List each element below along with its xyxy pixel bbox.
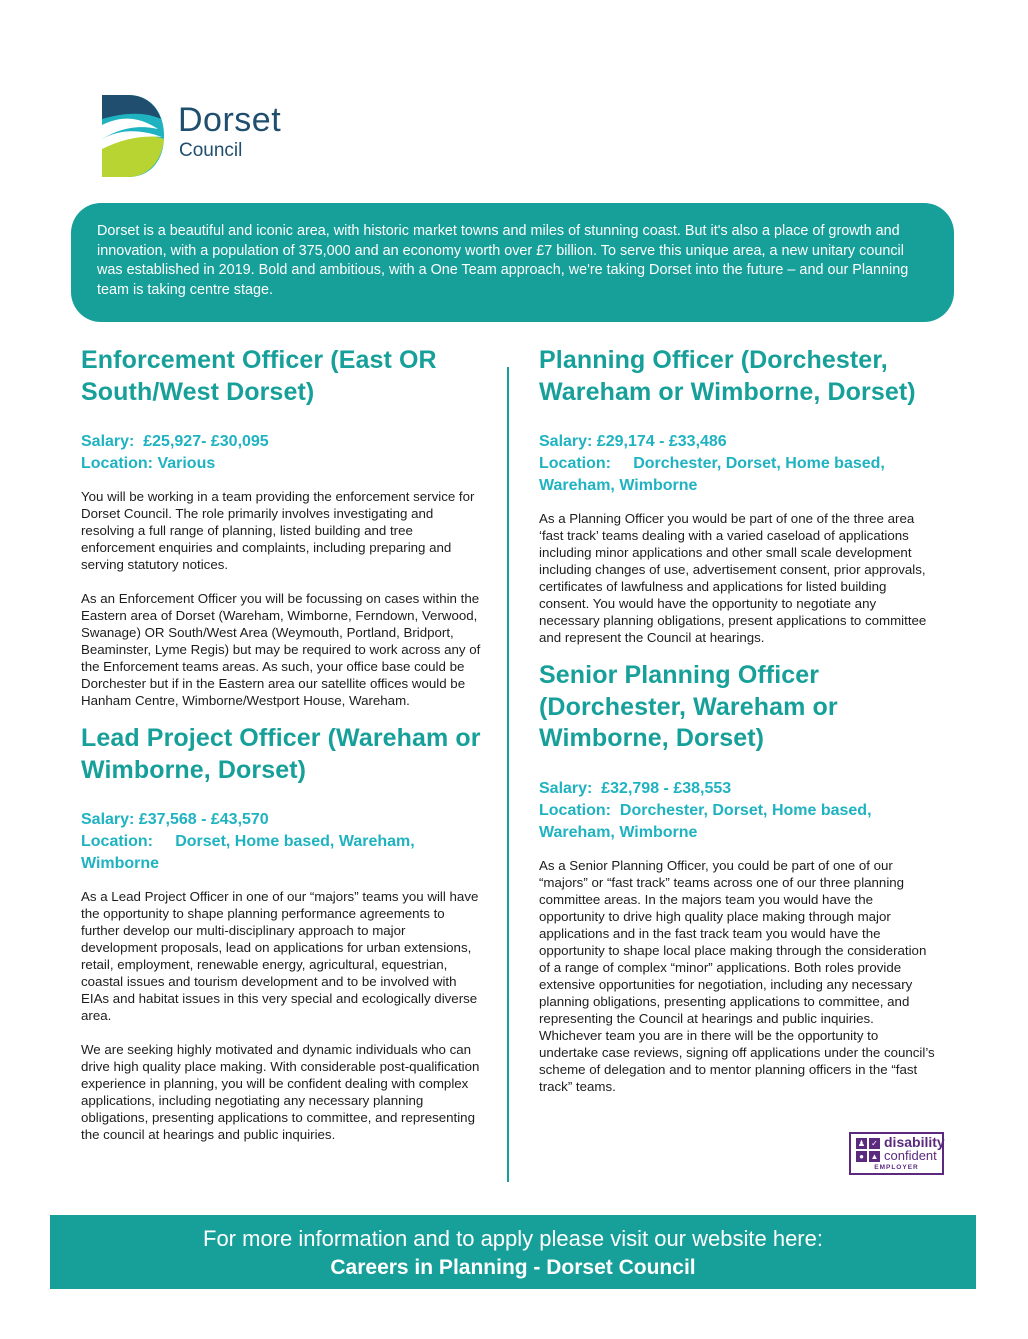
right-column [539, 345, 939, 1095]
job-location: Location: Dorchester, Dorset, Home based, Wareham, Wimborne [539, 455, 890, 494]
disability-confident-badge [849, 1132, 944, 1175]
job-description: As an Enforcement Officer you will be focussing on cases within the Eastern area of Dorset (Wareham, Wimborne, Ferndown, Verwood, Swanage) OR South/West Area (Weymouth, Portland, Bridport, Beaminster, Lyme Regis) but may be required to work across any of the Enforcement teams areas. As such, your office base could be Dorchester but if in the Eastern area our satellite offices would be Hanham Centre, Wimborne/Westport House, Wareham. [81, 591, 481, 708]
logo-sub: Council [179, 140, 243, 161]
job-salary: Salary: £37,568 - £43,570 [81, 811, 269, 828]
job-title: Planning Officer (Dorchester, Wareham or Wimborne, Dorset) [539, 346, 916, 406]
job-senior-planning-officer [539, 660, 939, 1095]
job-description: As a Lead Project Officer in one of our “majors” teams you will have the opportunity to shape planning performance agreements to further develop our multi-disciplinary approach to major development proposals, lead on applications for urban extensions, retail, employment, renewable energy, agricultural, equestrian, coastal issues and tourism development and to be involved with EIAs and habitat issues in this very special and ecologically diverse area. [81, 889, 479, 1023]
job-meta [81, 809, 481, 875]
job-title: Enforcement Officer (East OR South/West Dorset) [81, 346, 437, 406]
careers-link[interactable]: Careers in Planning - Dorset Council [330, 1256, 696, 1279]
dorset-council-logo [100, 95, 300, 180]
job-location: Location: Dorchester, Dorset, Home based, Wareham, Wimborne [539, 801, 876, 841]
column-divider [507, 367, 509, 1182]
job-location: Location: Various [81, 455, 216, 472]
job-salary: Salary: £32,798 - £38,553 [539, 779, 732, 797]
badge-line-3: EMPLOYER [874, 1164, 919, 1171]
job-lead-project-officer [81, 723, 481, 1143]
dorset-council-logo-icon [100, 95, 164, 177]
badge-line-2: confident [884, 1148, 937, 1163]
job-meta [539, 778, 939, 844]
job-meta [81, 431, 481, 475]
job-description: As a Senior Planning Officer, you could be part of one of our “majors” or “fast track” teams across one of our three planning committee areas. In the majors team you would have the opportunity to drive high quality place making through major applications and in the fast track team you would have the opportunity to shape local place making through the consideration of a range of complex “minor” applications. Both roles provide extensive opportunities for negotiation, including any necessary planning obligations, presenting applications to committee, and representing the Council at hearings and public inquiries. Whichever team you are in there will be the opportunity to undertake case reviews, signing off applications under the council’s scheme of delegation and to mentor planning officers in the “fast track” teams. [539, 857, 935, 1094]
job-title: Lead Project Officer (Wareham or Wimborne, Dorset) [81, 724, 481, 784]
disability-confident-icon: ♟ ✓ ● ▲ [857, 1139, 879, 1161]
job-location: Location: Dorset, Home based, Wareham, Wimborne [81, 833, 420, 872]
footer-text: For more information and to apply please visit our website here: [203, 1226, 823, 1251]
job-salary: Salary: £29,174 - £33,486 [539, 433, 727, 450]
job-salary: Salary: £25,927- £30,095 [81, 433, 269, 450]
job-description: As a Planning Officer you would be part of one of the three area ‘fast track’ teams dealing with a varied caseload of applications including minor applications and other small scale development including changes of use, advertisement consent, prior approvals, certificates of lawfulness and applications for listed building consent. You would have the opportunity to negotiate any necessary planning obligations, present applications to committee and represent the Council at hearings. [539, 511, 927, 645]
left-column [81, 345, 481, 1143]
job-description: You will be working in a team providing the enforcement service for Dorset Council. The role primarily involves investigating and resolving a full range of planning, listed building and tree enforcement enquiries and complaints, including preparing and serving statutory notices. [81, 489, 475, 572]
logo-name: Dorset [178, 101, 282, 139]
footer-banner [50, 1215, 976, 1289]
badge-line-1: disability [884, 1134, 945, 1150]
job-planning-officer [539, 345, 939, 646]
job-description: We are seeking highly motivated and dynamic individuals who can drive high quality place making. With considerable post-qualification experience in planning, you will be confident dealing with complex applications, including negotiating any necessary planning obligations, presenting applications to committee, and representing the council at hearings and public inquiries. [81, 1042, 480, 1142]
job-enforcement-officer [81, 345, 481, 709]
job-title: Senior Planning Officer (Dorchester, Wareham or Wimborne, Dorset) [539, 661, 838, 752]
intro-banner: Dorset is a beautiful and iconic area, with historic market towns and miles of stunning coast. But it's also a place of growth and innovation, with a population of 375,000 and an economy worth over £7 billion. To serve this unique area, a new unitary council was established in 2019. Bold and ambitious, with a One Team approach, we're taking Dorset into the future – and our Planning team is taking centre stage. [71, 203, 954, 322]
job-meta [539, 431, 939, 497]
